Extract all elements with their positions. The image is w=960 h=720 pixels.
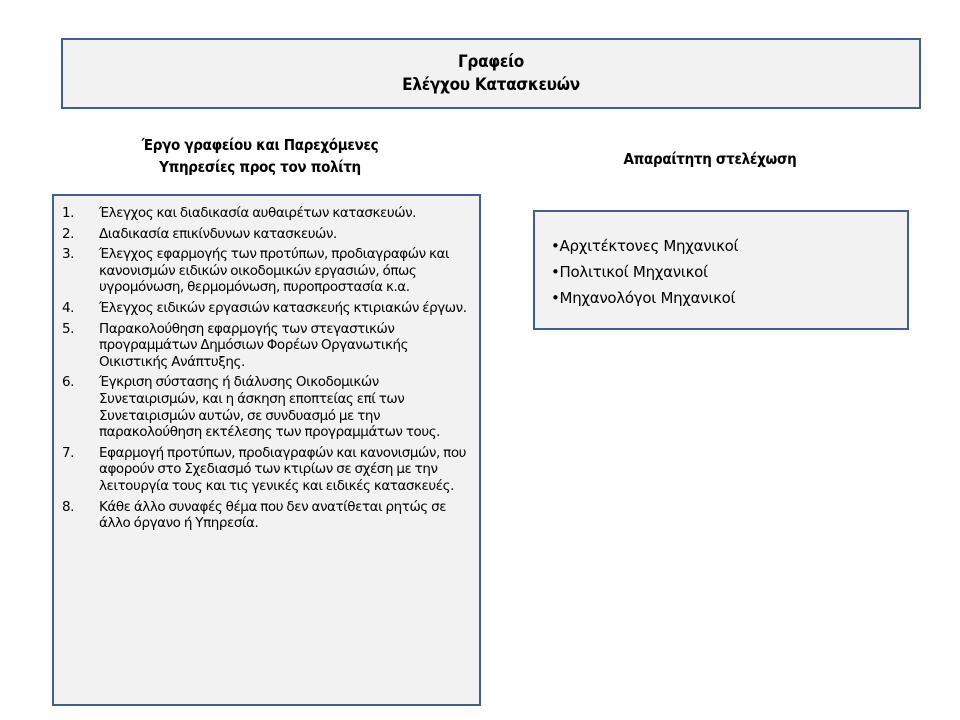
office-title-line2: Ελέγχου Κατασκευών <box>402 74 580 95</box>
staffing-list <box>551 233 907 311</box>
staff-item-mechanical-engineers: •Μηχανολόγοι Μηχανικοί <box>551 289 736 307</box>
services-list <box>62 205 471 532</box>
service-number: 6. <box>62 374 74 391</box>
service-item-5 <box>62 321 471 371</box>
service-item-2 <box>62 226 471 243</box>
services-heading-line2: Υπηρεσίες προς τον πολίτη <box>159 158 361 176</box>
service-text: Εφαρμογή προτύπων, προδιαγραφών και κανονισμών, που αφορούν στο Σχεδιασμό των κτιρίων σε σχέση με την λειτουργία τους και τις γενικές και ειδικές κατασκευές. <box>99 444 467 494</box>
service-text: Έγκριση σύστασης ή διάλυσης Οικοδομικών Συνεταιρισμών, και η άσκηση εποπτείας επί των Συνεταιρισμών αυτών, σε συνδυασμό με την παρακολούθηση εκτέλεσης των προγραμμάτων τους. <box>99 374 441 441</box>
staffing-heading: Απαραίτητη στελέχωση <box>623 150 797 168</box>
staffing-box <box>533 210 909 330</box>
service-item-8 <box>62 499 471 532</box>
services-heading <box>60 134 460 178</box>
service-text: Διαδικασία επικίνδυνων κατασκευών. <box>99 225 337 242</box>
service-number: 5. <box>62 320 74 337</box>
service-text: Έλεγχος εφαρμογής των προτύπων, προδιαγραφών και κανονισμών ειδικών οικοδομικών εργασιών, όπως υγρομόνωση, θερμομόνωση, πυροπροστασία κ.α. <box>99 246 450 296</box>
service-number: 4. <box>62 299 74 316</box>
service-number: 3. <box>62 246 74 263</box>
service-item-3 <box>62 246 471 296</box>
service-text: Έλεγχος ειδικών εργασιών κατασκευής κτιριακών έργων. <box>99 299 467 316</box>
service-item-6 <box>62 374 471 440</box>
services-box <box>52 194 481 706</box>
service-text: Έλεγχος και διαδικασία αυθαιρέτων κατασκευών. <box>99 205 417 221</box>
service-item-4 <box>62 300 471 317</box>
service-text: Παρακολούθηση εφαρμογής των στεγαστικών προγραμμάτων Δημόσιων Φορέων Οργανωτικής Οικιστικής Ανάπτυξης. <box>99 320 409 370</box>
service-number: 7. <box>62 444 74 461</box>
staff-item-civil-engineers: •Πολιτικοί Μηχανικοί <box>551 263 708 281</box>
service-item-7 <box>62 445 471 495</box>
service-number: 1. <box>62 205 74 221</box>
office-title-box <box>61 38 921 109</box>
service-number: 8. <box>62 498 74 515</box>
service-text: Κάθε άλλο συναφές θέμα που δεν ανατίθεται ρητώς σε άλλο όργανο ή Υπηρεσία. <box>99 498 447 532</box>
office-title-line1: Γραφείο <box>457 51 525 72</box>
service-item-1 <box>62 205 471 222</box>
service-number: 2. <box>62 225 74 242</box>
staff-item-architects: •Αρχιτέκτονες Μηχανικοί <box>551 237 739 255</box>
services-heading-line1: Έργο γραφείου και Παρεχόμενες <box>141 136 379 154</box>
